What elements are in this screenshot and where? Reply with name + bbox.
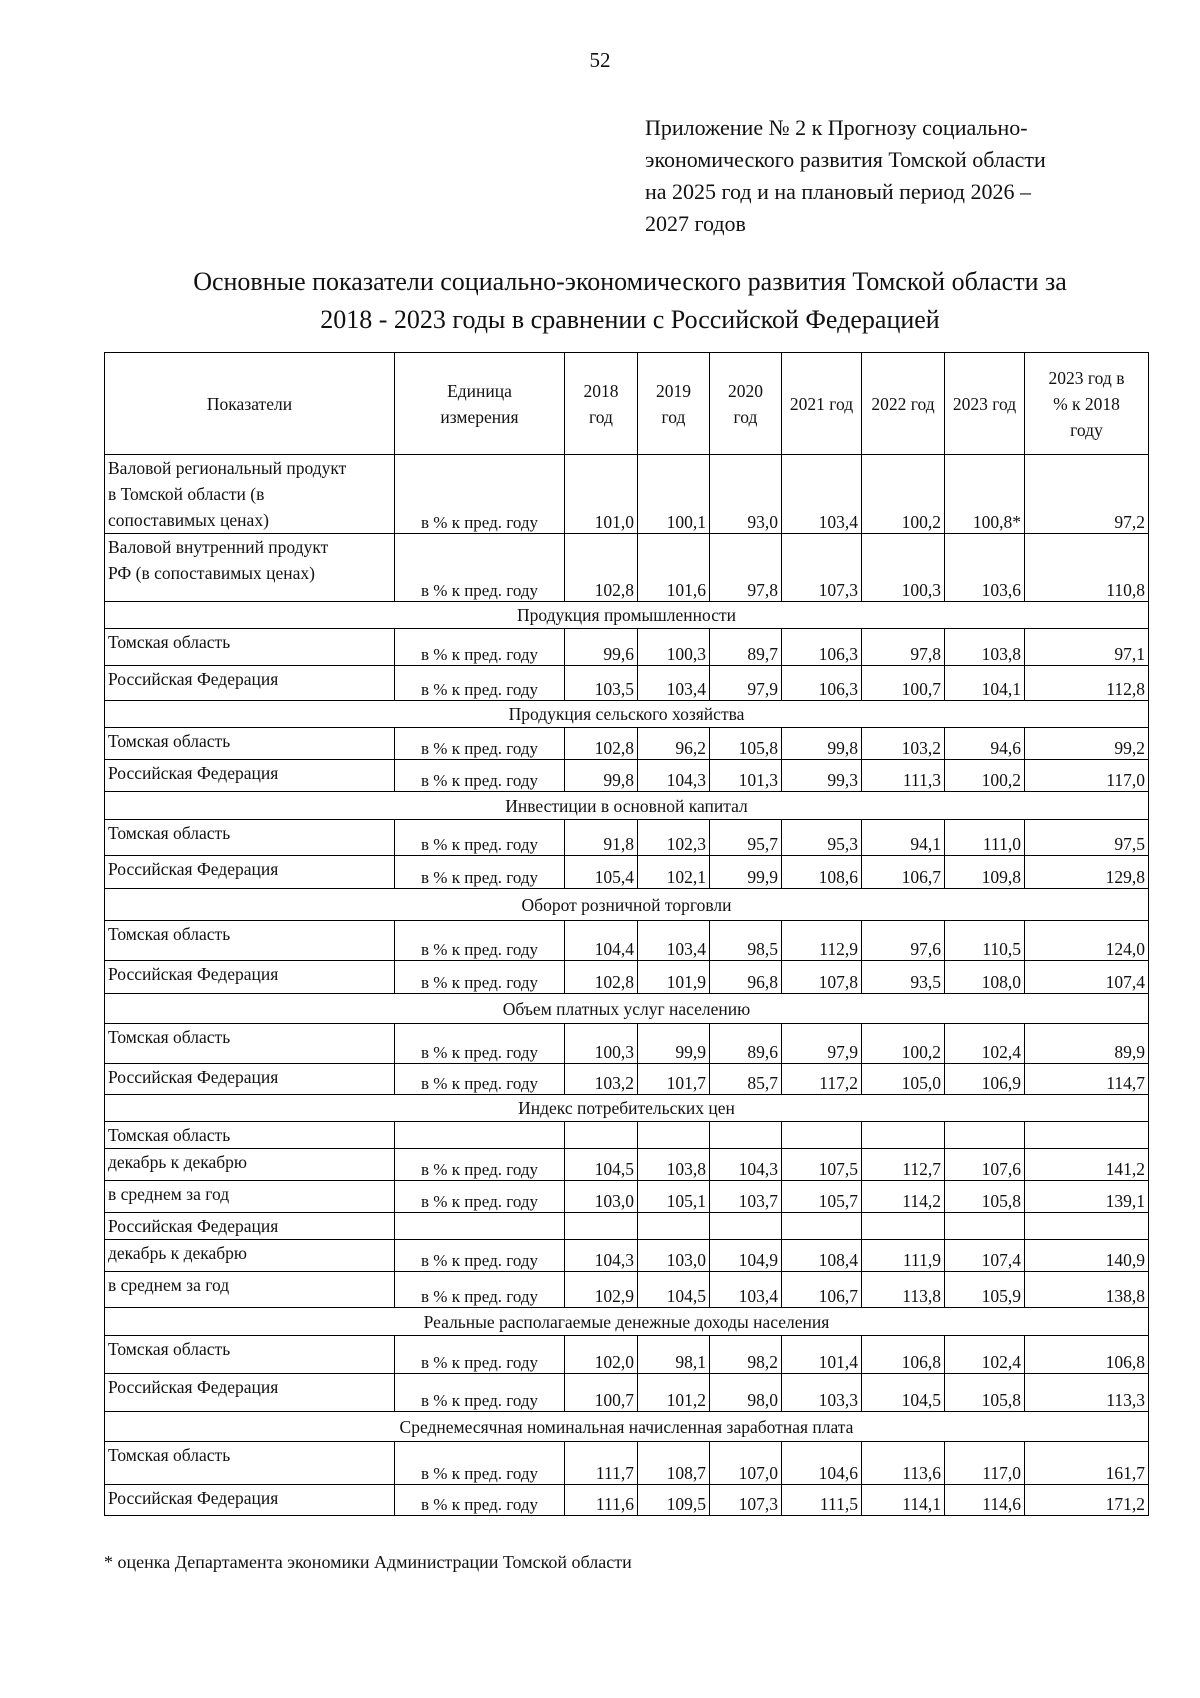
row-label-line: Томская область — [108, 1445, 231, 1465]
value-cell: 106,8 — [1025, 1336, 1149, 1374]
row-label-line: Валовой внутренний продукт — [108, 537, 329, 557]
value-cell: 100,7 — [565, 1374, 638, 1412]
value-cell: 101,3 — [710, 760, 782, 792]
value-cell: 171,2 — [1025, 1485, 1149, 1516]
table-row — [105, 921, 1149, 961]
value-cell: 107,0 — [710, 1442, 782, 1485]
row-label-line: сопоставимых ценах) — [108, 510, 269, 530]
row-label — [105, 1024, 395, 1064]
table-body — [105, 455, 1149, 1516]
value-cell: 91,8 — [565, 820, 638, 856]
value-cell: 140,9 — [1025, 1240, 1149, 1272]
row-label-line: Российская Федерация — [108, 669, 279, 689]
row-label-line: Российская Федерация — [108, 1216, 279, 1236]
value-cell: 101,9 — [638, 961, 710, 994]
table-row — [105, 1122, 1149, 1149]
table-row — [105, 1485, 1149, 1516]
value-cell: 111,6 — [565, 1485, 638, 1516]
section-row — [105, 889, 1149, 921]
row-label-line: Российская Федерация — [108, 1377, 279, 1397]
value-cell — [638, 1213, 710, 1240]
value-cell: 106,3 — [782, 629, 862, 666]
value-cell: 95,7 — [710, 820, 782, 856]
row-label-line: Томская область — [108, 1027, 231, 1047]
row-label-line: Томская область — [108, 1125, 231, 1145]
value-cell: 105,9 — [945, 1272, 1025, 1308]
value-cell: 103,4 — [710, 1272, 782, 1308]
row-unit: в % к пред. году — [395, 921, 565, 961]
value-cell: 103,0 — [565, 1181, 638, 1213]
row-label-line: декабрь к декабрю — [108, 1243, 247, 1263]
value-cell: 101,4 — [782, 1336, 862, 1374]
value-cell: 161,7 — [1025, 1442, 1149, 1485]
value-cell: 111,0 — [945, 820, 1025, 856]
row-label-line: Российская Федерация — [108, 763, 279, 783]
value-cell: 106,3 — [782, 666, 862, 701]
header-year-line: год — [661, 406, 686, 427]
value-cell: 98,0 — [710, 1374, 782, 1412]
row-label-line: в среднем за год — [108, 1275, 230, 1295]
value-cell: 101,0 — [565, 455, 638, 534]
header-year-2018 — [565, 353, 638, 455]
value-cell: 103,8 — [945, 629, 1025, 666]
value-cell — [862, 1213, 945, 1240]
value-cell: 108,6 — [782, 856, 862, 889]
value-cell: 117,0 — [945, 1442, 1025, 1485]
row-label-line: Российская Федерация — [108, 1488, 279, 1508]
value-cell: 103,4 — [638, 921, 710, 961]
value-cell: 105,8 — [945, 1181, 1025, 1213]
value-cell: 124,0 — [1025, 921, 1149, 961]
value-cell: 110,5 — [945, 921, 1025, 961]
value-cell: 129,8 — [1025, 856, 1149, 889]
value-cell: 110,8 — [1025, 534, 1149, 602]
header-row — [105, 353, 1149, 455]
row-unit: в % к пред. году — [395, 961, 565, 994]
row-unit — [395, 1213, 565, 1240]
value-cell: 102,4 — [945, 1336, 1025, 1374]
value-cell: 103,6 — [945, 534, 1025, 602]
value-cell: 99,9 — [710, 856, 782, 889]
value-cell: 105,7 — [782, 1181, 862, 1213]
value-cell — [782, 1122, 862, 1149]
value-cell: 98,2 — [710, 1336, 782, 1374]
title-line: 2018 - 2023 годы в сравнении с Российской Федерацией — [320, 305, 940, 334]
section-title: Среднемесячная номинальная начисленная заработная плата — [105, 1412, 1149, 1442]
value-cell: 104,4 — [565, 921, 638, 961]
header-unit-line: Единица — [447, 380, 512, 401]
value-cell: 100,2 — [862, 455, 945, 534]
value-cell: 114,1 — [862, 1485, 945, 1516]
row-label-line: Томская область — [108, 1339, 231, 1359]
footnote: * оценка Департамента экономики Администрации Томской области — [104, 1552, 632, 1572]
value-cell: 100,3 — [638, 629, 710, 666]
row-unit: в % к пред. году — [395, 1240, 565, 1272]
value-cell: 104,3 — [710, 1149, 782, 1181]
value-cell: 100,2 — [945, 760, 1025, 792]
table-row — [105, 534, 1149, 602]
value-cell: 99,3 — [782, 760, 862, 792]
value-cell: 100,2 — [862, 1024, 945, 1064]
value-cell: 106,7 — [782, 1272, 862, 1308]
value-cell: 85,7 — [710, 1064, 782, 1095]
value-cell: 101,7 — [638, 1064, 710, 1095]
row-label-line: Томская область — [108, 823, 231, 843]
section-row — [105, 1308, 1149, 1336]
value-cell: 108,4 — [782, 1240, 862, 1272]
value-cell: 98,1 — [638, 1336, 710, 1374]
value-cell: 107,5 — [782, 1149, 862, 1181]
value-cell: 117,0 — [1025, 760, 1149, 792]
value-cell: 104,5 — [565, 1149, 638, 1181]
row-label — [105, 961, 395, 994]
value-cell: 112,9 — [782, 921, 862, 961]
table-row — [105, 1149, 1149, 1181]
header-year-2019 — [638, 353, 710, 455]
row-label-line: РФ (в сопоставимых ценах) — [108, 563, 315, 583]
row-unit: в % к пред. году — [395, 820, 565, 856]
value-cell: 111,5 — [782, 1485, 862, 1516]
row-label — [105, 1374, 395, 1412]
section-row — [105, 1095, 1149, 1122]
table-row — [105, 856, 1149, 889]
appendix-line: на 2025 год и на плановый период 2026 – — [645, 179, 1031, 204]
value-cell: 104,3 — [638, 760, 710, 792]
value-cell: 107,6 — [945, 1149, 1025, 1181]
value-cell — [1025, 1213, 1149, 1240]
value-cell: 105,8 — [945, 1374, 1025, 1412]
value-cell: 113,3 — [1025, 1374, 1149, 1412]
title-line: Основные показатели социально-экономического развития Томской области за — [193, 267, 1067, 296]
row-unit: в % к пред. году — [395, 1485, 565, 1516]
value-cell: 104,9 — [710, 1240, 782, 1272]
appendix-note — [645, 112, 1165, 240]
value-cell: 102,0 — [565, 1336, 638, 1374]
row-label — [105, 820, 395, 856]
value-cell — [945, 1122, 1025, 1149]
table-row — [105, 1272, 1149, 1308]
table-row — [105, 1240, 1149, 1272]
value-cell: 99,8 — [782, 728, 862, 760]
value-cell: 141,2 — [1025, 1149, 1149, 1181]
header-unit-line: измерения — [440, 406, 519, 427]
row-unit: в % к пред. году — [395, 856, 565, 889]
value-cell: 117,2 — [782, 1064, 862, 1095]
value-cell: 102,1 — [638, 856, 710, 889]
value-cell: 105,8 — [710, 728, 782, 760]
page-number: 52 — [589, 48, 611, 72]
row-label — [105, 1181, 395, 1213]
value-cell: 113,6 — [862, 1442, 945, 1485]
header-year-line: год — [733, 406, 758, 427]
table-row — [105, 1181, 1149, 1213]
header-year-line: 2020 — [728, 380, 763, 401]
value-cell: 103,5 — [565, 666, 638, 701]
value-cell: 89,7 — [710, 629, 782, 666]
value-cell — [862, 1122, 945, 1149]
value-cell: 104,5 — [862, 1374, 945, 1412]
row-label-line: декабрь к декабрю — [108, 1152, 247, 1172]
value-cell: 105,0 — [862, 1064, 945, 1095]
value-cell: 104,6 — [782, 1442, 862, 1485]
row-unit: в % к пред. году — [395, 760, 565, 792]
row-label-line: Российская Федерация — [108, 964, 279, 984]
section-title: Продукция сельского хозяйства — [105, 701, 1149, 728]
row-label — [105, 1272, 395, 1308]
value-cell: 100,3 — [565, 1024, 638, 1064]
row-unit: в % к пред. году — [395, 666, 565, 701]
row-unit: в % к пред. году — [395, 455, 565, 534]
row-label — [105, 666, 395, 701]
value-cell — [782, 1213, 862, 1240]
value-cell — [710, 1122, 782, 1149]
row-label-line: Российская Федерация — [108, 859, 279, 879]
value-cell: 108,7 — [638, 1442, 710, 1485]
value-cell: 109,5 — [638, 1485, 710, 1516]
value-cell: 103,3 — [782, 1374, 862, 1412]
value-cell: 89,6 — [710, 1024, 782, 1064]
appendix-line: Приложение № 2 к Прогнозу социально- — [645, 115, 1028, 140]
table-row — [105, 820, 1149, 856]
value-cell: 107,8 — [782, 961, 862, 994]
row-unit: в % к пред. году — [395, 1272, 565, 1308]
section-title: Объем платных услуг населению — [105, 994, 1149, 1024]
row-unit: в % к пред. году — [395, 1374, 565, 1412]
row-label — [105, 1213, 395, 1240]
value-cell: 93,5 — [862, 961, 945, 994]
value-cell: 101,2 — [638, 1374, 710, 1412]
value-cell: 99,8 — [565, 760, 638, 792]
row-label-line: Томская область — [108, 924, 231, 944]
header-pct-line: году — [1070, 419, 1103, 440]
value-cell: 106,9 — [945, 1064, 1025, 1095]
row-label — [105, 921, 395, 961]
row-unit: в % к пред. году — [395, 1024, 565, 1064]
row-label — [105, 1064, 395, 1095]
section-title: Продукция промышленности — [105, 602, 1149, 629]
row-label — [105, 1240, 395, 1272]
row-label-line: Томская область — [108, 731, 231, 751]
value-cell: 106,7 — [862, 856, 945, 889]
value-cell: 107,4 — [945, 1240, 1025, 1272]
value-cell: 100,3 — [862, 534, 945, 602]
section-title: Инвестиции в основной капитал — [105, 792, 1149, 820]
section-row — [105, 792, 1149, 820]
value-cell: 103,4 — [638, 666, 710, 701]
row-label — [105, 1149, 395, 1181]
value-cell: 97,8 — [710, 534, 782, 602]
row-label — [105, 856, 395, 889]
value-cell: 97,2 — [1025, 455, 1149, 534]
value-cell: 107,4 — [1025, 961, 1149, 994]
value-cell: 102,8 — [565, 728, 638, 760]
value-cell: 113,8 — [862, 1272, 945, 1308]
row-label — [105, 534, 395, 602]
value-cell: 99,9 — [638, 1024, 710, 1064]
table-row — [105, 1442, 1149, 1485]
section-row — [105, 994, 1149, 1024]
header-percent-2018 — [1025, 353, 1149, 455]
value-cell: 103,2 — [862, 728, 945, 760]
value-cell: 102,4 — [945, 1024, 1025, 1064]
value-cell — [638, 1122, 710, 1149]
row-label — [105, 1122, 395, 1149]
header-indicator: Показатели — [105, 353, 395, 455]
value-cell — [565, 1213, 638, 1240]
row-label-line: в Томской области (в — [108, 484, 265, 504]
value-cell — [565, 1122, 638, 1149]
value-cell: 103,7 — [710, 1181, 782, 1213]
row-label — [105, 455, 395, 534]
section-title: Индекс потребительских цен — [105, 1095, 1149, 1122]
value-cell: 111,9 — [862, 1240, 945, 1272]
section-row — [105, 602, 1149, 629]
value-cell: 112,7 — [862, 1149, 945, 1181]
value-cell: 114,6 — [945, 1485, 1025, 1516]
table-row — [105, 1213, 1149, 1240]
row-label-line: в среднем за год — [108, 1184, 230, 1204]
value-cell: 107,3 — [782, 534, 862, 602]
row-unit — [395, 1122, 565, 1149]
header-year-line: 2018 — [583, 380, 619, 401]
value-cell: 103,8 — [638, 1149, 710, 1181]
value-cell — [1025, 1122, 1149, 1149]
value-cell: 98,5 — [710, 921, 782, 961]
value-cell: 95,3 — [782, 820, 862, 856]
header-pct-line: % к 2018 — [1053, 393, 1120, 414]
value-cell: 89,9 — [1025, 1024, 1149, 1064]
row-label — [105, 728, 395, 760]
value-cell — [710, 1213, 782, 1240]
section-title: Реальные располагаемые денежные доходы населения — [105, 1308, 1149, 1336]
value-cell: 96,8 — [710, 961, 782, 994]
value-cell: 109,8 — [945, 856, 1025, 889]
row-unit: в % к пред. году — [395, 534, 565, 602]
header-unit — [395, 353, 565, 455]
value-cell: 104,5 — [638, 1272, 710, 1308]
row-label — [105, 1336, 395, 1374]
value-cell: 94,1 — [862, 820, 945, 856]
row-unit: в % к пред. году — [395, 1149, 565, 1181]
row-unit: в % к пред. году — [395, 1181, 565, 1213]
header-year-line: год — [589, 406, 613, 427]
header-year-2022: 2022 год — [862, 353, 945, 455]
indicators-table — [104, 352, 1149, 1516]
table-row — [105, 728, 1149, 760]
table-row — [105, 1374, 1149, 1412]
value-cell: 97,9 — [710, 666, 782, 701]
value-cell: 107,3 — [710, 1485, 782, 1516]
value-cell: 101,6 — [638, 534, 710, 602]
value-cell: 100,7 — [862, 666, 945, 701]
document-title — [100, 263, 1160, 339]
value-cell: 99,6 — [565, 629, 638, 666]
header-year-line: 2019 — [656, 380, 691, 401]
table-row — [105, 961, 1149, 994]
row-label — [105, 760, 395, 792]
section-title: Оборот розничной торговли — [105, 889, 1149, 921]
row-unit: в % к пред. году — [395, 1064, 565, 1095]
value-cell: 97,8 — [862, 629, 945, 666]
value-cell: 93,0 — [710, 455, 782, 534]
row-unit: в % к пред. году — [395, 1336, 565, 1374]
value-cell: 96,2 — [638, 728, 710, 760]
row-unit: в % к пред. году — [395, 728, 565, 760]
header-year-2023: 2023 год — [945, 353, 1025, 455]
table-row — [105, 1064, 1149, 1095]
value-cell: 94,6 — [945, 728, 1025, 760]
value-cell: 103,0 — [638, 1240, 710, 1272]
value-cell: 103,2 — [565, 1064, 638, 1095]
appendix-line: 2027 годов — [645, 211, 746, 236]
header-year-2020 — [710, 353, 782, 455]
row-label-line: Валовой региональный продукт — [108, 458, 347, 478]
header-pct-line: 2023 год в — [1048, 367, 1125, 388]
header-year-2021: 2021 год — [782, 353, 862, 455]
appendix-line: экономического развития Томской области — [645, 147, 1046, 172]
row-label — [105, 629, 395, 666]
value-cell: 102,3 — [638, 820, 710, 856]
row-unit: в % к пред. году — [395, 629, 565, 666]
row-label — [105, 1485, 395, 1516]
value-cell: 99,2 — [1025, 728, 1149, 760]
table-row — [105, 455, 1149, 534]
row-unit: в % к пред. году — [395, 1442, 565, 1485]
value-cell: 108,0 — [945, 961, 1025, 994]
value-cell: 111,7 — [565, 1442, 638, 1485]
section-row — [105, 701, 1149, 728]
value-cell: 103,4 — [782, 455, 862, 534]
value-cell — [945, 1213, 1025, 1240]
table-row — [105, 1336, 1149, 1374]
value-cell: 114,2 — [862, 1181, 945, 1213]
value-cell: 97,5 — [1025, 820, 1149, 856]
table-row — [105, 629, 1149, 666]
value-cell: 97,6 — [862, 921, 945, 961]
value-cell: 102,8 — [565, 961, 638, 994]
value-cell: 102,9 — [565, 1272, 638, 1308]
value-cell: 106,8 — [862, 1336, 945, 1374]
value-cell: 100,1 — [638, 455, 710, 534]
value-cell: 97,9 — [782, 1024, 862, 1064]
row-label — [105, 1442, 395, 1485]
row-label-line: Российская Федерация — [108, 1067, 279, 1087]
row-label-line: Томская область — [108, 632, 231, 652]
value-cell: 100,8* — [945, 455, 1025, 534]
table-row — [105, 1024, 1149, 1064]
value-cell: 102,8 — [565, 534, 638, 602]
value-cell: 114,7 — [1025, 1064, 1149, 1095]
value-cell: 104,3 — [565, 1240, 638, 1272]
table-row — [105, 666, 1149, 701]
value-cell: 112,8 — [1025, 666, 1149, 701]
table-row — [105, 760, 1149, 792]
value-cell: 104,1 — [945, 666, 1025, 701]
value-cell: 111,3 — [862, 760, 945, 792]
value-cell: 138,8 — [1025, 1272, 1149, 1308]
value-cell: 105,1 — [638, 1181, 710, 1213]
value-cell: 139,1 — [1025, 1181, 1149, 1213]
value-cell: 105,4 — [565, 856, 638, 889]
value-cell: 97,1 — [1025, 629, 1149, 666]
section-row — [105, 1412, 1149, 1442]
